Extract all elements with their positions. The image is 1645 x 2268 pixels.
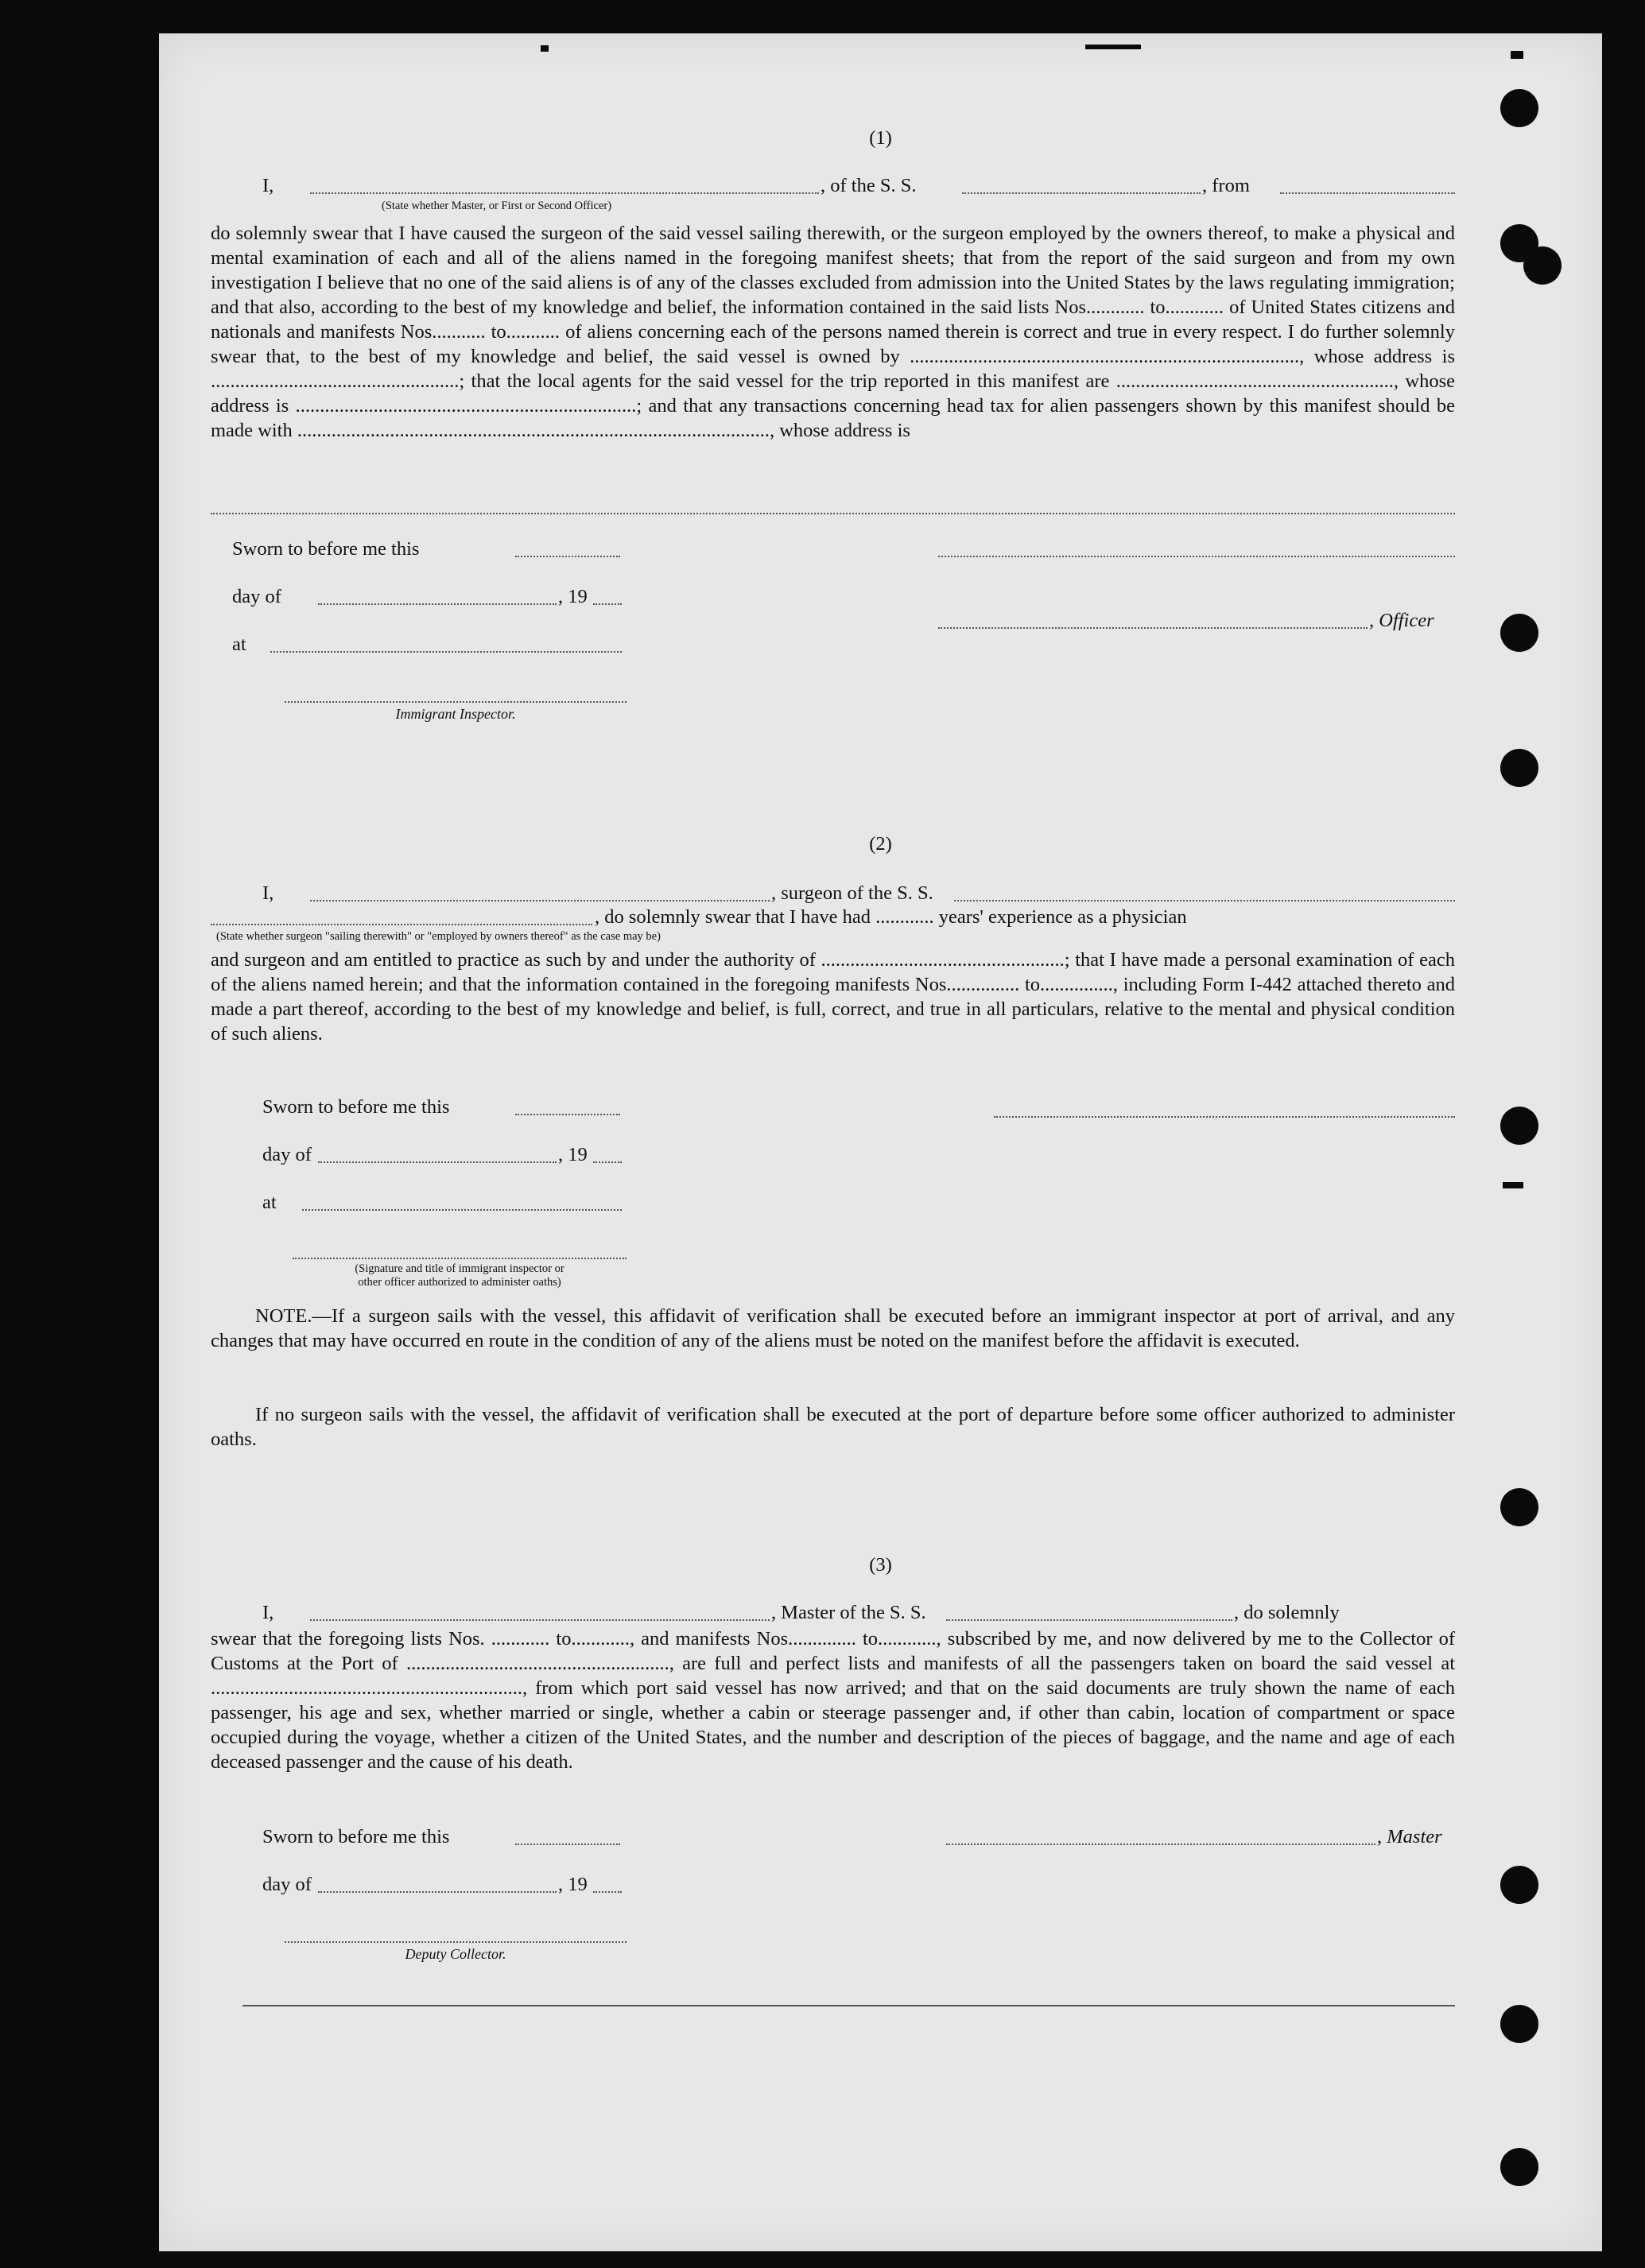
section-1-sworn: Sworn to before me this [232, 538, 420, 560]
officer-signature-blank [938, 627, 1368, 629]
from-port-blank [1280, 192, 1455, 194]
binder-hole [1500, 1488, 1538, 1526]
section-1-at-blank [270, 651, 622, 653]
binder-hole [1523, 246, 1562, 285]
section-3-day-of: day of [262, 1874, 312, 1895]
edge-mark [1085, 45, 1141, 49]
from-label: , from [1202, 175, 1250, 196]
surgeon-name-blank [310, 900, 770, 901]
section-1-sworn-blank [515, 556, 620, 557]
inspector-signature-blank [285, 701, 627, 703]
of-the-ss-label: , of the S. S. [821, 175, 917, 196]
vessel-name-blank [962, 192, 1201, 194]
section-2-i: I, [262, 882, 274, 904]
rank-note: (State whether Master, or First or Second Officer) [382, 200, 612, 212]
inspector-label: Immigrant Inspector. [395, 706, 516, 722]
officer-signature-blank-upper [938, 556, 1455, 557]
note-lead: NOTE. [255, 1305, 312, 1327]
binder-hole [1500, 2005, 1538, 2043]
binder-hole [1500, 89, 1538, 127]
authorized-officer-signature-blank [293, 1258, 627, 1259]
section-1-year-blank [593, 603, 622, 605]
surgeon-vessel-blank [954, 900, 1455, 901]
section-1-number: (1) [869, 127, 892, 149]
binder-hole [1500, 2148, 1538, 2186]
master-3-vessel-blank [946, 1619, 1232, 1621]
section-1-day-of: day of [232, 586, 281, 607]
section-2-year-blank [593, 1161, 622, 1163]
note-text-1: —If a surgeon sails with the vessel, this affidavit of verification shall be executed before an immigrant inspector at port of arrival, and any changes that may have occurred en route in the condition of any of the aliens must be noted on the manifest before the affidavit is executed. [211, 1305, 1455, 1351]
officer-label: , Officer [1369, 610, 1434, 631]
master-signature-blank [946, 1843, 1375, 1845]
section-1-year: , 19 [558, 586, 588, 607]
binder-hole [1500, 1866, 1538, 1904]
master-3-name-blank [310, 1619, 770, 1621]
signature-title-note-1: (Signature and title of immigrant inspector or [355, 1262, 564, 1275]
edge-mark [1503, 1182, 1523, 1188]
edge-mark [1511, 51, 1523, 59]
surgeon-type-note: (State whether surgeon "sailing therewith" or "employed by owners thereof" as the case may be) [216, 930, 661, 943]
binder-hole [1500, 614, 1538, 652]
section-2-year: , 19 [558, 1144, 588, 1165]
section-2-at-blank [302, 1209, 622, 1211]
section-2-number: (2) [869, 833, 892, 855]
section-3-year-blank [593, 1891, 622, 1893]
section-3-sworn-blank [515, 1843, 620, 1845]
binder-hole [1500, 749, 1538, 787]
section-1-oath: do solemnly swear that I have caused the surgeon of the said vessel sailing therewith, or the surgeon employed by the owners thereof, to make a physical and mental examination of each and all of the aliens named in the foregoing manifest sheets; that from the report of the said surgeon and from my own investigation I believe that no one of the said aliens is of any of the classes excluded from admission into the United States by the laws regulating immigration; and that also, according to the best of my knowledge and belief, the information contained in the said lists Nos............ to............ of United States citizens and nationals and manifests Nos........... to........... of aliens concerning each of the persons named therein is correct and true in every respect. I do further solemnly swear that, to the best of my knowledge and belief, the said vessel is owned by ................................................................................, whose address is ...................................................; that the local agents for the said vessel for the trip reported in this manifest are ........................................................., whose address is ......................................................................; and that any transactions concerning head tax for alien passengers shown by this manifest should be made with ................................................................................................., whose address is [211, 223, 1455, 441]
surgeon-signature-blank [994, 1116, 1455, 1118]
surgeon-of-ss-label: , surgeon of the S. S. [771, 882, 933, 904]
head-tax-address-blank [211, 513, 1455, 514]
manifest-back-sheet [159, 33, 1602, 2251]
section-3-year: , 19 [558, 1874, 588, 1895]
section-1-at: at [232, 634, 246, 655]
note-paragraph-1 [211, 1304, 1455, 1353]
deputy-collector-label: Deputy Collector. [405, 1946, 506, 1962]
master-of-ss-label: , Master of the S. S. [771, 1602, 926, 1623]
section-2-day-of: day of [262, 1144, 312, 1165]
section-3-oath: swear that the foregoing lists Nos. ............ to............, and manifests Nos.............. to............, subscribed by me, and now delivered by me to the Collector of Customs at the Port of ......................................................, are full and perfect lists and manifests of all the passengers taken on board the said vessel at ................................................................, from which port said vessel has now arrived; and that on the said documents are truly shown the name of each passenger, his age and sex, whether married or single, whether a cabin or steerage passenger and, if other than cabin, location of compartment or space occupied during the voyage, whether a citizen of the United States, and the number and description of the pieces of baggage, and the name and age of each deceased passenger and the cause of his death. [211, 1628, 1455, 1773]
edge-mark [541, 45, 549, 52]
section-3-number: (3) [869, 1554, 892, 1576]
binder-hole [1500, 1107, 1538, 1145]
master-name-blank [310, 192, 819, 194]
section-2-day-blank [318, 1161, 557, 1163]
signature-title-note-2: other officer authorized to administer oaths) [358, 1276, 561, 1289]
do-solemnly-label: , do solemnly [1234, 1602, 1340, 1623]
section-2-oath: and surgeon and am entitled to practice as such by and under the authority of ..................................................; that I have made a personal examination of each of the aliens named herein; and that the information contained in the foregoing manifests Nos............... to..............., including Form I-442 attached thereto and made a part thereof, according to the best of my knowledge and belief, is full, correct, and true in all particulars, relative to the mental and physical condition of such aliens. [211, 949, 1455, 1045]
surgeon-years-text: , do solemnly swear that I have had ............ years' experience as a physician [595, 906, 1187, 928]
section-3-i: I, [262, 1602, 274, 1623]
section-2-sworn-blank [515, 1114, 620, 1115]
master-label: , Master [1377, 1826, 1442, 1847]
bottom-rule [242, 2005, 1455, 2006]
section-2-sworn: Sworn to before me this [262, 1096, 450, 1118]
section-3-day-blank [318, 1891, 557, 1893]
deputy-collector-signature-blank [285, 1941, 627, 1943]
section-1-day-blank [318, 603, 557, 605]
note-paragraph-2: If no surgeon sails with the vessel, the affidavit of verification shall be executed at the port of departure before some officer authorized to administer oaths. [211, 1404, 1455, 1450]
section-2-at: at [262, 1192, 277, 1213]
surgeon-type-blank [211, 924, 592, 925]
section-1-i: I, [262, 175, 274, 196]
section-3-sworn: Sworn to before me this [262, 1826, 450, 1847]
